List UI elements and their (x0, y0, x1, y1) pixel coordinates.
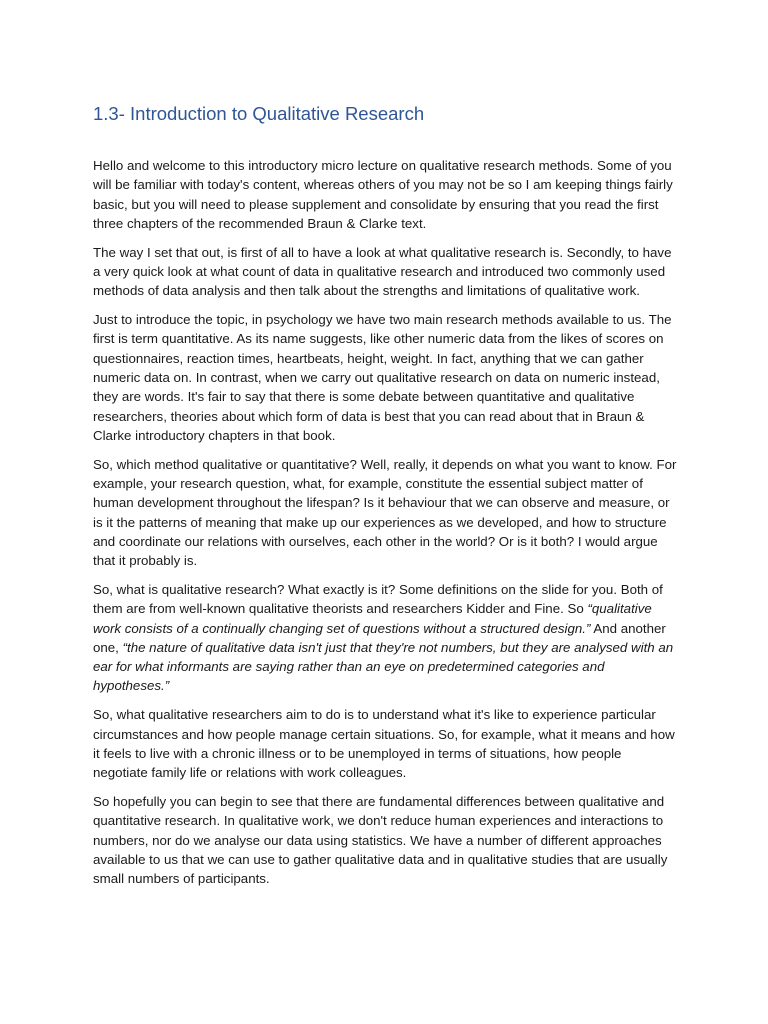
paragraph-differences: So hopefully you can begin to see that there are fundamental differences between qualitative and quantitative research. In qualitative work, we don't reduce human experiences and interactions to numbers, nor do we analyse our data using statistics. We have a number of different approaches available to us that we can use to gather qualitative data and in qualitative studies that are usually small numbers of participants. (93, 793, 668, 887)
definition-quote-2: “the nature of qualitative data isn't just that they're not numbers, but they are analysed with an ear for what informants are saying rather than an eye on predetermined categories and hypotheses.” (93, 639, 674, 694)
paragraph-aims: So, what qualitative researchers aim to do is to understand what it's like to experience particular circumstances and how people manage certain situations. So, for example, what it means and how it feels to live with a chronic illness or to be unemployed in terms of situations, how people negotiate family life or relations with work colleagues. (93, 707, 675, 781)
definitions-middle: And another one, (93, 620, 666, 655)
section-heading: 1.3- Introduction to Qualitative Research (93, 103, 425, 124)
paragraph-methods: Just to introduce the topic, in psychology we have two main research methods available to us. The first is term quantitative. As its name suggests, like other numeric data from the likes of scores on questionnaires, reaction times, heartbeats, height, weight. In fact, anything that we can gather numeric data on. In contrast, when we carry out qualitative research on data on numeric instead, they are words. It's fair to say that there is some debate between quantitative and qualitative researchers, theories about which form of data is best that you can read about that in Braun & Clarke introductory chapters in that book. (93, 312, 672, 443)
paragraph-definitions (93, 580, 677, 696)
document-body (93, 101, 677, 898)
paragraph-welcome: Hello and welcome to this introductory micro lecture on qualitative research methods. Some of you will be familiar with today's content, whereas others of you may not be so I am keeping things fairly basic, but you will need to please supplement and consolidate by ensuring that you read the first three chapters of the recommended Braun & Clarke text. (93, 158, 673, 231)
definitions-intro: So, what is qualitative research? What exactly is it? Some definitions on the slide for you. Both of them are from well-known qualitative theorists and researchers Kidder and Fine. So (93, 581, 663, 617)
definition-quote-1: “qualitative work consists of a continually changing set of questions without a structured design.” (93, 601, 652, 636)
paragraph-which-method: So, which method qualitative or quantitative? Well, really, it depends on what you want to know. For example, your research question, what, for example, constitute the essential subject matter of human development throughout the lifespan? Is it behaviour that we can observe and measure, or is it the patterns of meaning that make up our experiences as we developed, and how to structure and coordinate our relations with ourselves, each other in the world? Or is it both? I would argue that it probably is. (93, 456, 677, 569)
paragraph-outline: The way I set that out, is first of all to have a look at what qualitative research is. Secondly, to have a very quick look at what count of data in qualitative research and introduced two commonly used methods of data analysis and then talk about the strengths and limitations of qualitative work. (93, 244, 672, 299)
